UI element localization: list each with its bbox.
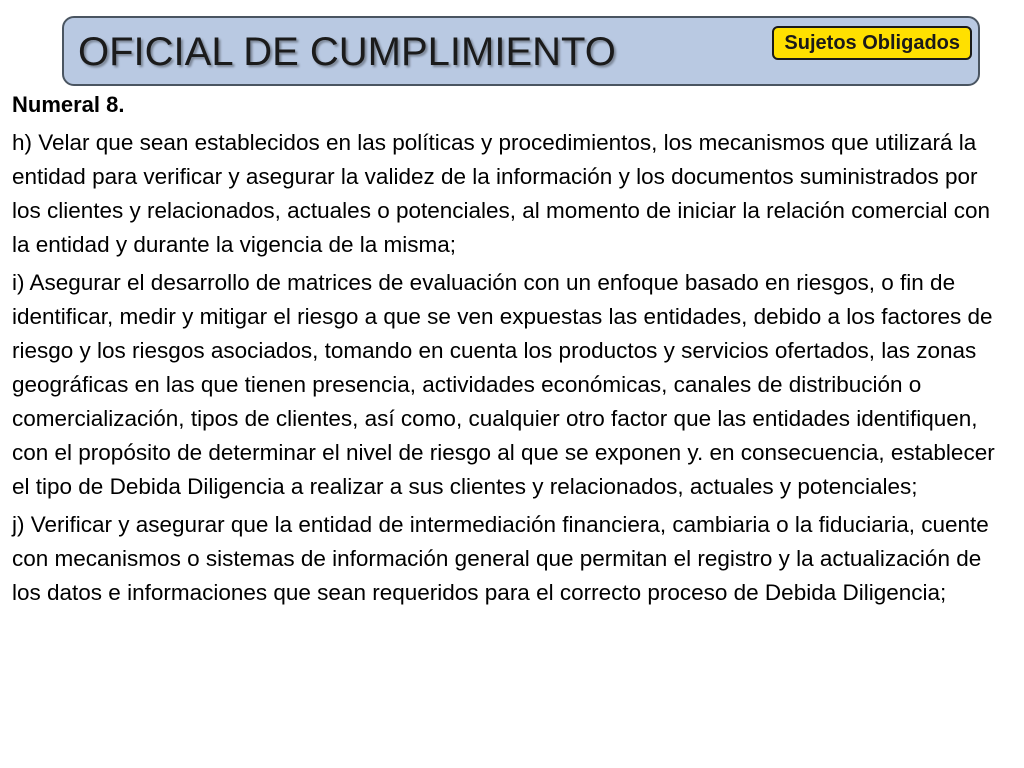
paragraph-h: h) Velar que sean establecidos en las políticas y procedimientos, los mecanismos que utilizará la entidad para verificar y asegurar la validez de la información y los documentos suministrados por los clientes y relacionados, actuales o potenciales, al momento de iniciar la relación comercial con la entidad y durante la vigencia de la misma; (12, 130, 991, 257)
sujetos-obligados-badge: Sujetos Obligados (772, 26, 972, 60)
paragraph-i: i) Asegurar el desarrollo de matrices de evaluación con un enfoque basado en riesgos, o fin de identificar, medir y mitigar el riesgo a que se ven expuestas las entidades, debido a los factores de riesgo y los riesgos asociados, tomando en cuenta los productos y servicios ofertados, las zonas geográficas en las que tienen presencia, actividades económicas, canales de distribución o comercialización, tipos de clientes, así como, cualquier otro factor que las entidades identifiquen, con el propósito de determinar el nivel de riesgo al que se exponen y. en consecuencia, establecer el tipo de Debida Diligencia a realizar a sus clientes y relacionados, actuales y potenciales; (12, 270, 995, 499)
paragraph-j: j) Verificar y asegurar que la entidad de intermediación financiera, cambiaria o la fiduciaria, cuente con mecanismos o sistemas de información general que permitan el registro y la actualización de los datos e informaciones que sean requeridos para el correcto proceso de Debida Diligencia; (12, 512, 989, 605)
slide-title: OFICIAL DE CUMPLIMIENTO (78, 30, 616, 74)
slide-content (12, 90, 1012, 614)
section-heading: Numeral 8. (12, 92, 125, 117)
title-bar (62, 16, 980, 86)
